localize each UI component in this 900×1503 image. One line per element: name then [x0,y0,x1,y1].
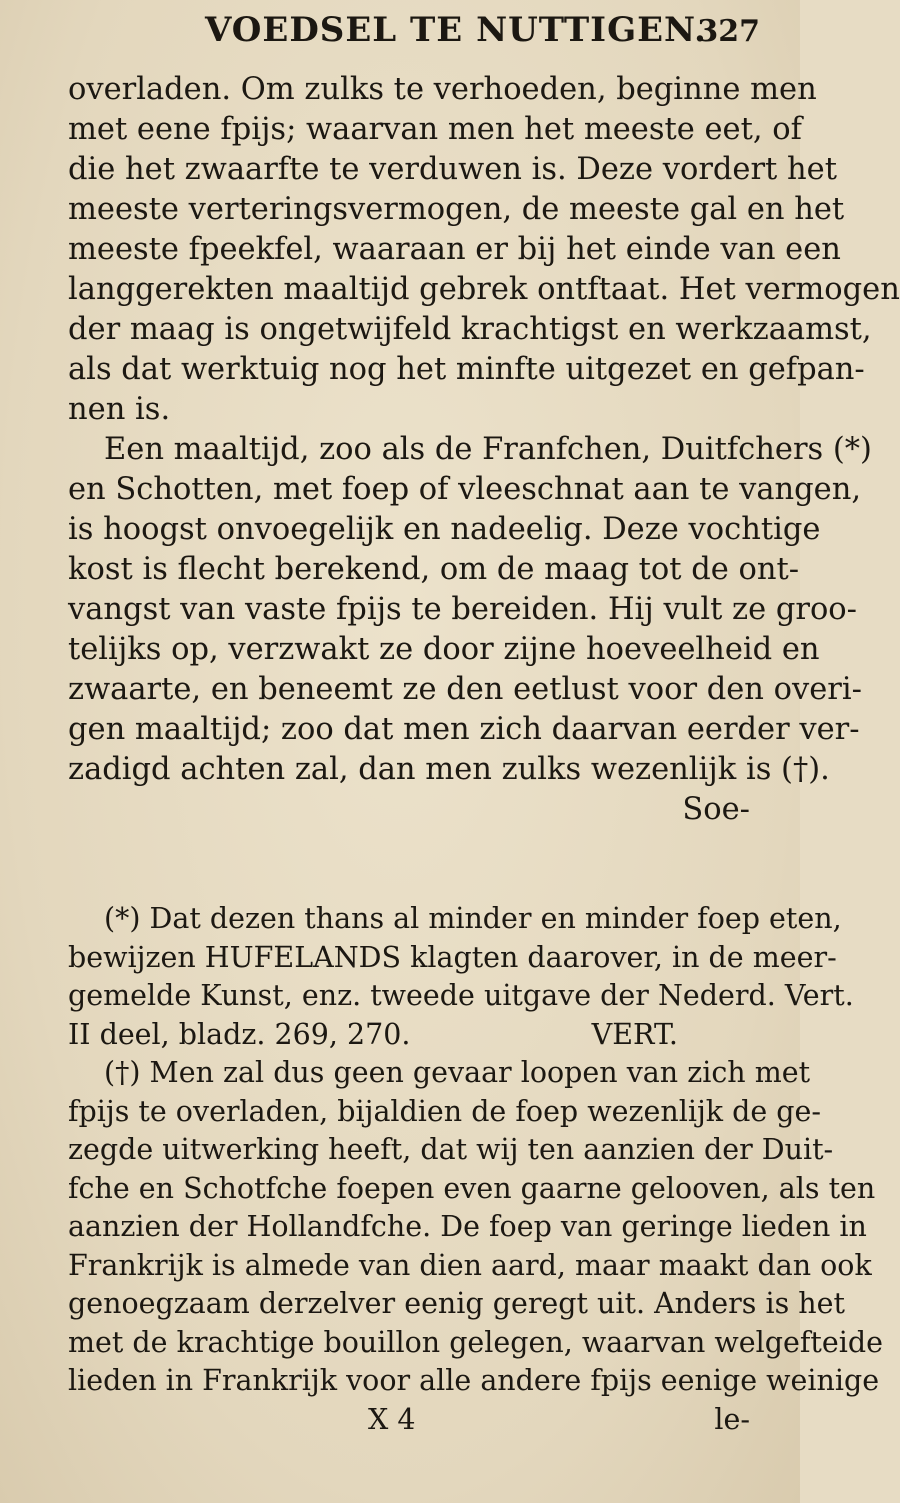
text-line: kost is flecht berekend, om de maag tot de ont- [68,552,800,587]
text-line: telijks op, verzwakt ze door zijne hoeveelheid en [68,632,820,667]
text-line: langgerekten maaltijd gebrek ontftaat. Het vermogen [68,272,900,307]
footnote-line: fche en Schotfche foepen even gaarne gelooven, als ten [68,1171,876,1205]
footnotes [68,900,883,1439]
running-head: VOEDSEL TE NUTTIGEN. [205,10,707,50]
footnote-line: zegde uitwerking heeft, dat wij ten aanzien der Duit- [68,1133,834,1166]
text-line: meeste verteringsvermogen, de meeste gal en het [68,192,845,227]
footnote-line: aanzien der Hollandfche. De foep van geringe lieden in [68,1210,867,1243]
footnote-line: (*) Dat dezen thans al minder en minder foep eten, [104,902,842,935]
footnote-line: lieden in Frankrijk voor alle andere fpijs eenige weinige [68,1364,880,1397]
page-header [205,10,760,62]
footnote-line: (†) Men zal dus geen gevaar loopen van zich met [104,1056,811,1089]
text-line: met eene fpijs; waarvan men het meeste eet, of [68,112,802,147]
text-line: nen is. [68,392,171,427]
text-line: die het zwaarfte te verduwen is. Deze vordert het [68,152,837,187]
footnote-catchword: le- [714,1402,750,1436]
footnote-line: fpijs te overladen, bijaldien de foep wezenlijk de ge- [68,1094,822,1128]
footnote-line: bewijzen HUFELANDS klagten daarover, in de meer- [68,940,837,974]
footnote-line: Frankrijk is almede van dien aard, maar maakt dan ook [68,1248,872,1282]
catchword: Soe- [682,792,750,827]
main-text [68,70,900,830]
footnote-line: gemelde Kunst, enz. tweede uitgave der Nederd. Vert. [68,979,854,1012]
signature-mark: X 4 [368,1402,416,1436]
footnote-line: met de krachtige bouillon gelegen, waarvan welgefteide [68,1325,883,1359]
footnote-line: genoegzaam derzelver eenig geregt uit. Anders is het [68,1287,845,1320]
text-line: meeste fpeekfel, waaraan er bij het einde van een [68,232,841,267]
text-line: als dat werktuig nog het minfte uitgezet en gefpan- [68,352,865,387]
text-line: vangst van vaste fpijs te bereiden. Hij vult ze groo- [68,592,857,627]
text-line: overladen. Om zulks te verhoeden, beginne men [68,72,817,107]
text-line: gen maaltijd; zoo dat men zich daarvan eerder ver- [68,712,860,747]
text-line: en Schotten, met foep of vleeschnat aan te vangen, [68,472,862,507]
text-line: der maag is ongetwijfeld krachtigst en werkzaamst, [68,312,872,347]
text-line: is hoogst onvoegelijk en nadeelig. Deze vochtige [68,512,821,547]
text-line: Een maaltijd, zoo als de Franfchen, Duitfchers (*) [104,432,872,467]
footnote-line: II deel, bladz. 269, 270. VERT. [68,1017,678,1051]
text-line: zadigd achten zal, dan men zulks wezenlijk is (†). [68,752,830,787]
page-footer [68,1401,750,1440]
text-line: zwaarte, en beneemt ze den eetlust voor den overi- [68,672,862,707]
page-number: 327 [697,14,760,49]
